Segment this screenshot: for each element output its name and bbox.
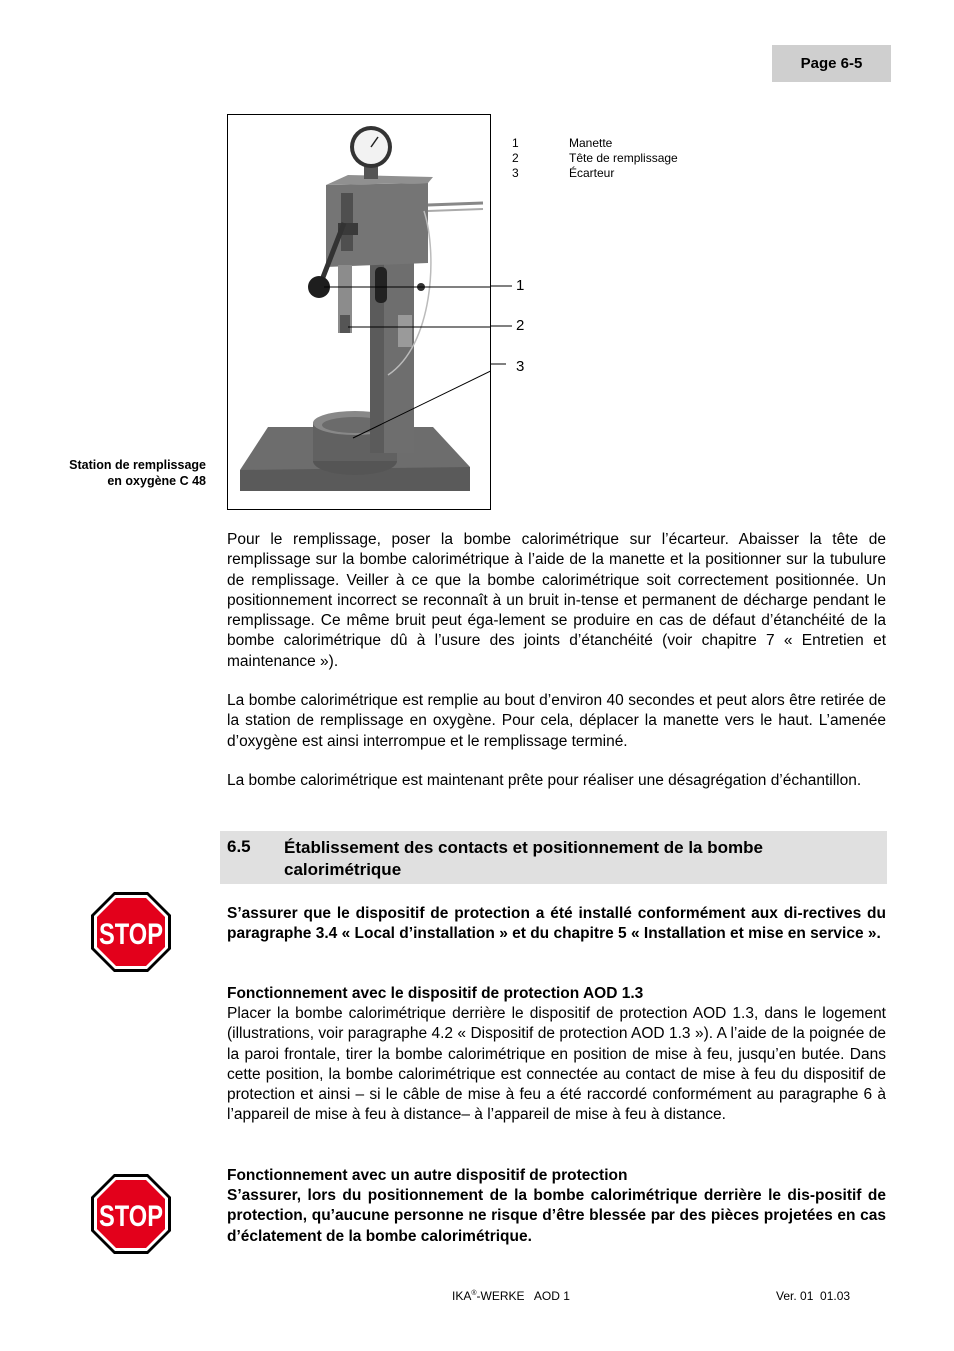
legend-item bbox=[512, 166, 678, 181]
callout-2: 2 bbox=[516, 317, 525, 334]
legend-label: Écarteur bbox=[569, 166, 615, 180]
oxygen-station-photo bbox=[228, 115, 490, 509]
stop-sign-text: STOP bbox=[99, 918, 163, 951]
callout-3: 3 bbox=[516, 358, 525, 375]
warning-installation: S’assurer que le dispositif de protection a été installé conformément aux di-rectives du paragraphe 3.4 « Local d’installation » et du chapitre 5 « Installation et mise en service ». bbox=[227, 905, 886, 943]
legend-label: Tête de remplissage bbox=[569, 151, 678, 165]
footer-brand bbox=[452, 1289, 570, 1303]
stop-sign-icon bbox=[89, 890, 173, 974]
section-heading bbox=[220, 831, 887, 884]
footer-product: -WERKE AOD 1 bbox=[476, 1289, 570, 1303]
callout-1: 1 bbox=[516, 277, 525, 294]
callout-extension-lines bbox=[490, 280, 512, 380]
footer-registered-mark: ® bbox=[471, 1290, 477, 1297]
footer-brand-name: IKA bbox=[452, 1289, 472, 1303]
figure-caption bbox=[40, 457, 206, 489]
aod-paragraph: Placer la bombe calorimétrique derrière le dispositif de protection AOD 1.3, dans le logement (illustrations, voir paragraphe 4.2 « Dispositif de protection AOD 1.3 »). A l’aide de la poignée de la paroi frontale, tirer la bombe calorimétrique en position de mise à feu, jusqu’en butée. Dans cette position, la bombe calorimétrique est connectée au contact de mise à feu du dispositif de protection et ainsi – si le câble de mise à feu a été raccordé conformément au paragraphe 6 à l’appareil de mise à feu à distance– à l’appareil de mise à feu à distance. bbox=[227, 1005, 886, 1124]
figure-legend bbox=[512, 136, 678, 181]
paragraph-removal: La bombe calorimétrique est remplie au bout d’environ 40 secondes et peut alors être retirée de la station de remplissage en oxygène. Pour cela, déplacer la manette vers le haut. L’amenée d’oxygène est ainsi interrompue et le remplissage terminé. bbox=[227, 692, 886, 750]
figure-frame bbox=[227, 114, 491, 510]
legend-item bbox=[512, 151, 678, 166]
legend-label: Manette bbox=[569, 136, 613, 150]
warning-other-protection: S’assurer, lors du positionnement de la bombe calorimétrique derrière le dis-positif de protection, qu’aucune personne ne risque d’être blessée par des pièces projetées en cas d’éclatement de la bombe calorimétrique. bbox=[227, 1187, 886, 1245]
section-title: Établissement des contacts et positionnement de la bombe calorimétrique bbox=[284, 838, 763, 879]
caption-line-2: en oxygène C 48 bbox=[107, 474, 206, 488]
section-number: 6.5 bbox=[227, 837, 251, 856]
legend-number: 1 bbox=[512, 136, 519, 150]
legend-number: 2 bbox=[512, 151, 519, 165]
other-protection-heading: Fonctionnement avec un autre dispositif de protection bbox=[227, 1167, 628, 1184]
stop-sign-text: STOP bbox=[99, 1200, 163, 1233]
paragraph-ready: La bombe calorimétrique est maintenant prête pour réaliser une désagrégation d’échantillon. bbox=[227, 772, 862, 789]
stop-sign-icon bbox=[89, 1172, 173, 1256]
page-number-box: Page 6-5 bbox=[772, 45, 891, 82]
legend-item bbox=[512, 136, 678, 151]
caption-line-1: Station de remplissage bbox=[69, 458, 206, 472]
legend-number: 3 bbox=[512, 166, 519, 180]
paragraph-filling: Pour le remplissage, poser la bombe calorimétrique sur l’écarteur. Abaisser la tête de remplissage sur la bombe calorimétrique à l’aide de la manette et la positionner sur la tubulure de remplissage. Veiller à ce que la bombe calorimétrique soit correctement positionnée. Un positionnement incorrect se reconnaît à un bruit in-tense et permanent de décharge pendant le remplissage. Ce même bruit peut éga-lement se produire en cas de défaut d’étanchéité de la bombe calorimétrique dû à l’usure des joints d’étanchéité (voir chapitre 7 « Entretien et maintenance »). bbox=[227, 531, 886, 670]
footer-version: Ver. 01 01.03 bbox=[776, 1289, 851, 1303]
aod-heading: Fonctionnement avec le dispositif de protection AOD 1.3 bbox=[227, 985, 644, 1002]
